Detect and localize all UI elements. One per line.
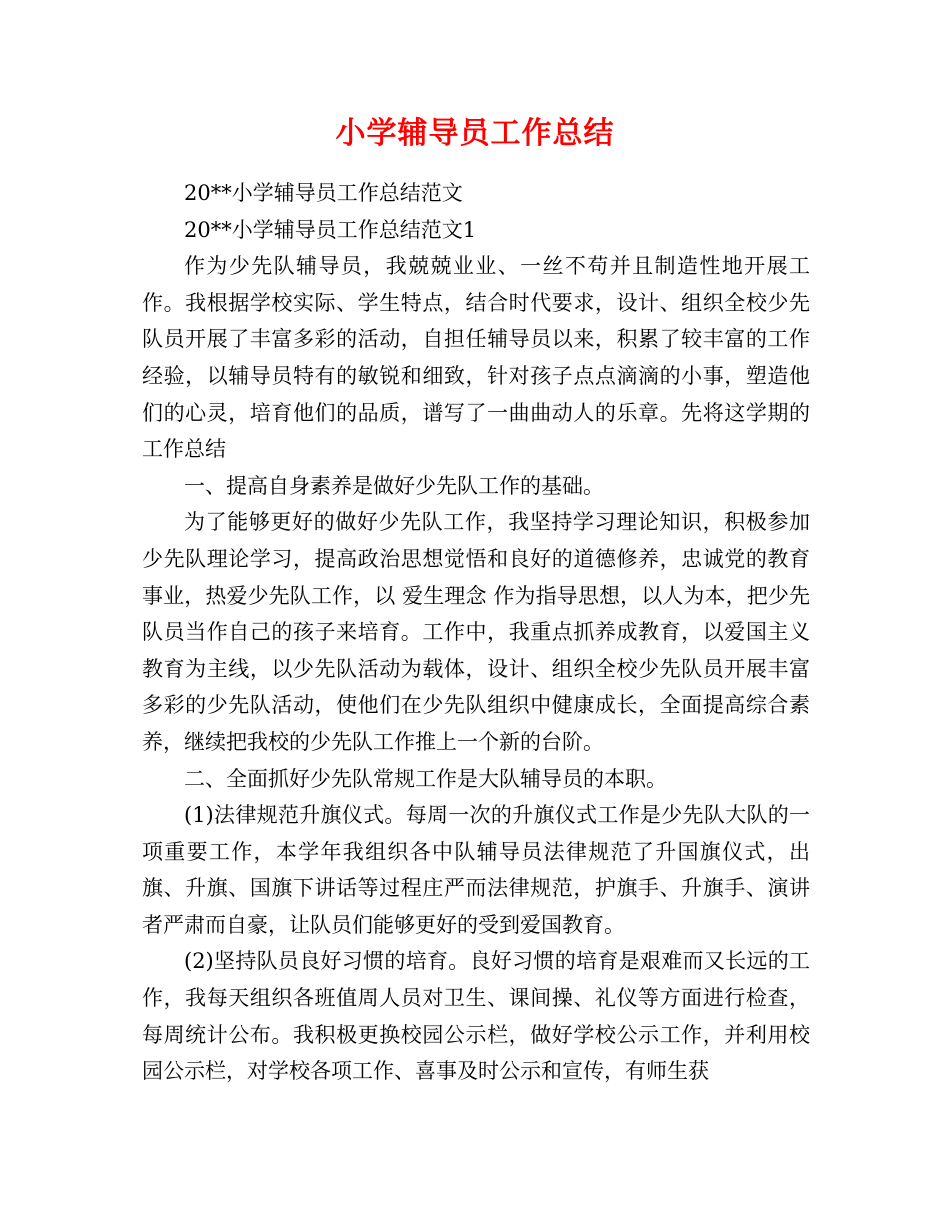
- paragraph: 为了能够更好的做好少先队工作，我坚持学习理论知识，积极参加少先队理论学习，提高政治思想觉悟和良好的道德修养，忠诚党的教育事业，热爱少先队工作，以 爱生理念 作为指导思想，以人为本，把少先队员当作自己的孩子来培育。工作中，我重点抓养成教育，以爱国主义教育为主线，以少先队活动为载体，设计、组织全校少先队员开展丰富多彩的少先队活动，使他们在少先队组织中健康成长，全面提高综合素养，继续把我校的少先队工作推上一个新的台阶。: [142, 510, 810, 754]
- section-heading: 一、提高自身素养是做好少先队工作的基础。: [184, 473, 604, 498]
- document-body: [142, 175, 810, 1090]
- paragraph: (2)坚持队员良好习惯的培育。良好习惯的培育是艰难而又长远的工作，我每天组织各班值周人员对卫生、课间操、礼仪等方面进行检查，每周统计公布。我积极更换校园公示栏，做好学校公示工作，并利用校园公示栏，对学校各项工作、喜事及时公示和宣传，有师生获: [142, 949, 810, 1084]
- paragraph: 20**小学辅导员工作总结范文1: [184, 217, 477, 242]
- document-title: 小学辅导员工作总结: [335, 116, 615, 151]
- paragraph: 20**小学辅导员工作总结范文: [184, 181, 463, 205]
- paragraph: 作为少先队辅导员，我兢兢业业、一丝不苟并且制造性地开展工作。我根据学校实际、学生特点，结合时代要求，设计、组织全校少先队员开展了丰富多彩的活动，自担任辅导员以来，积累了较丰富的工作经验，以辅导员特有的敏锐和细致，针对孩子点点滴滴的小事，塑造他们的心灵，培育他们的品质，谱写了一曲曲动人的乐章。先将这学期的工作总结: [142, 254, 810, 462]
- paragraph: (1)法律规范升旗仪式。每周一次的升旗仪式工作是少先队大队的一项重要工作，本学年我组织各中队辅导员法律规范了升国旗仪式，出旗、升旗、国旗下讲话等过程庄严而法律规范，护旗手、升旗手、演讲者严肃而自豪，让队员们能够更好的受到爱国教育。: [142, 803, 810, 937]
- section-heading: 二、全面抓好少先队常规工作是大队辅导员的本职。: [184, 766, 667, 791]
